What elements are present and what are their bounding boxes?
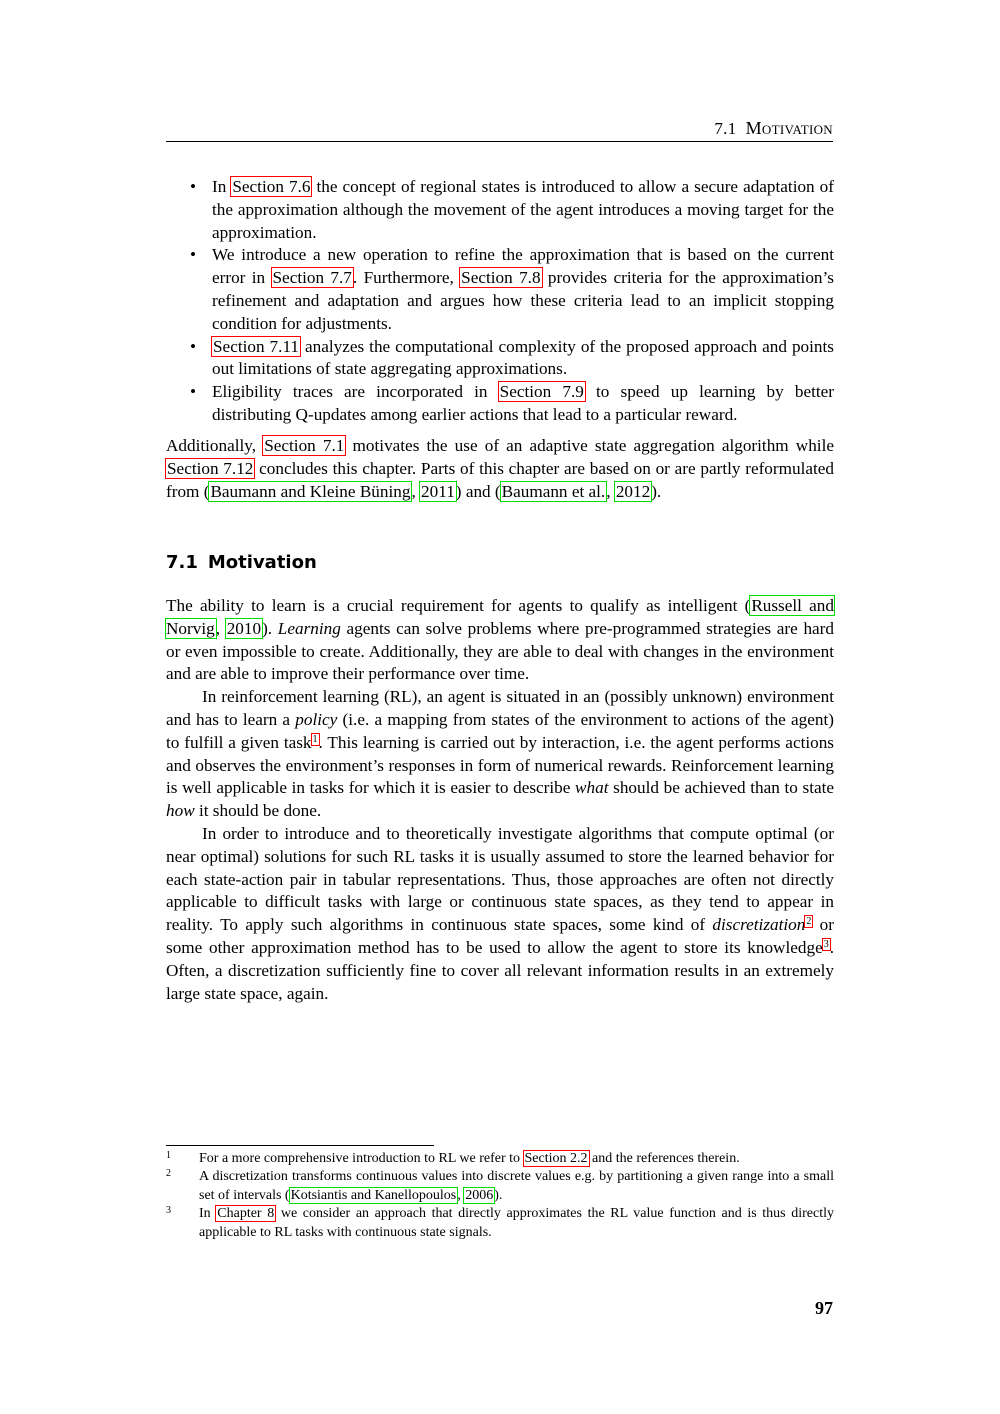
citation-link[interactable]: Baumann et al. [501, 481, 606, 501]
section-link[interactable]: Section 7.6 [232, 177, 311, 196]
text-run: Additionally, [166, 436, 264, 455]
text-run: In [199, 1206, 217, 1222]
emphasis: what [575, 778, 609, 798]
footnotes [166, 1150, 834, 1242]
citation-link[interactable]: Kotsiantis and Kanellopoulos [290, 1187, 457, 1203]
intro-paragraph [166, 435, 834, 503]
footnote-link[interactable]: 1 [312, 733, 318, 745]
running-header-title: Motivation [745, 118, 833, 138]
text-run: . This learning is carried out by interaction, i.e. the agent performs actions and observes the environment’s responses in form of numerical rewards. Reinforcement learning is well applicable in tasks for which it is easier to describe [166, 732, 834, 798]
text-run: concludes this chapter. Parts of this chapter are based on or are partly reformulated from ( [166, 458, 834, 501]
list-item-text: We introduce a new operation to refine the approximation that is based on the current error in [212, 245, 834, 288]
footnote [166, 1150, 834, 1168]
list-item-text: the concept of regional states is introduced to allow a secure adaptation of the approximation although the movement of the agent introduces a moving target for the approximation. [212, 177, 835, 242]
paragraph [166, 686, 834, 823]
list-item [166, 244, 834, 335]
running-header-number: 7.1 [714, 119, 737, 138]
citation-link[interactable]: 2011 [421, 481, 455, 501]
footnote-mark: 2 [166, 1168, 171, 1180]
emphasis: how [166, 801, 195, 821]
list-item [166, 176, 834, 244]
text-run: The ability to learn is a crucial requirement for agents to qualify as intelligent ( [166, 596, 751, 615]
text-run: agents can solve problems where pre-programmed strategies are hard or even impossible to create. Additionally, they are able to deal with changes in the environment and are able to improve their performance over time. [166, 618, 834, 684]
text-run: (i.e. a mapping from states of the environment to actions of the agent) to fulfill a given task [166, 709, 834, 752]
text-run: ). [494, 1187, 503, 1203]
list-item [166, 381, 834, 427]
chapter-link[interactable]: Chapter 8 [217, 1206, 275, 1222]
citation-link[interactable]: 2006 [465, 1187, 494, 1203]
text-run: For a more comprehensive introduction to RL we refer to [199, 1151, 524, 1166]
text-run: In reinforcement learning (RL), an agent is situated in an (possibly unknown) environment and has to learn a [166, 687, 834, 729]
footnote-link[interactable]: 3 [823, 938, 829, 950]
text-run: , [606, 481, 615, 501]
paragraph [166, 595, 834, 686]
emphasis: policy [295, 709, 338, 729]
citation-link[interactable]: Baumann and Kleine Büning [210, 481, 411, 501]
section-body [166, 595, 834, 1005]
citation-link[interactable]: 2012 [615, 481, 651, 501]
text-run: or some other approximation method has to be used to allow the agent to store its knowledge [166, 915, 834, 957]
list-item-text: to speed up learning by better distributing Q-updates among earlier actions that lead to a particular reward. [212, 382, 834, 424]
footnote [166, 1168, 834, 1205]
header-rule [166, 141, 833, 142]
footnote-mark: 3 [166, 1205, 171, 1217]
section-link[interactable]: Section 7.8 [461, 268, 541, 288]
emphasis: discretization [712, 915, 806, 935]
text-run: ). [262, 618, 278, 638]
text-run: should be achieved than to state [608, 778, 835, 798]
section-heading-number: 7.1 [166, 552, 198, 573]
text-run: and the references therein. [588, 1151, 740, 1166]
footnote-link[interactable]: 2 [806, 916, 812, 928]
text-run: it should be done. [194, 801, 322, 821]
list-item-text: In [212, 177, 232, 196]
footnote [166, 1205, 834, 1242]
section-heading-title: Motivation [207, 552, 317, 573]
list-item-text: provides criteria for the approximation’s refinement and adaptation and argues how these criteria lead to an implicit stopping condition for adjustments. [212, 268, 834, 333]
text-run: , [411, 481, 421, 501]
text-run: A discretization transforms continuous values into discrete values e.g. by partitioning a given range into a small set of intervals ( [199, 1169, 834, 1203]
list-item [166, 336, 834, 382]
section-link[interactable]: Section 2.2 [524, 1151, 588, 1166]
section-link[interactable]: Section 7.1 [264, 436, 345, 455]
list-item-text: . Furthermore, [352, 268, 461, 288]
section-link[interactable]: Section 7.7 [272, 268, 352, 288]
text-run: motivates the use of an adaptive state aggregation algorithm while [345, 436, 834, 455]
footnote-rule [166, 1145, 434, 1146]
list-item-text: Eligibility traces are incorporated in [212, 382, 499, 402]
page-number: 97 [815, 1298, 833, 1318]
text-run: we consider an approach that directly approximates the RL value function and is thus directly applicable to RL tasks with continuous state signals. [199, 1206, 834, 1240]
section-link[interactable]: Section 7.11 [213, 336, 299, 356]
text-run: ) and ( [455, 481, 501, 501]
text-run: , [457, 1187, 465, 1203]
text-run: ). [651, 481, 662, 501]
text-run: , [215, 618, 226, 638]
text-run: In order to introduce and to theoretically investigate algorithms that compute optimal (or near optimal) solutions for such RL tasks it is usually assumed to store the learned behavior for each state-action pair in tabular representations. Thus, those approaches are often not directly applicable to difficult tasks with large or continuous state spaces, as they tend to appear in reality. To apply such algorithms in continuous state spaces, some kind of [166, 823, 834, 935]
section-link[interactable]: Section 7.9 [499, 382, 584, 402]
footnote-mark: 1 [166, 1150, 171, 1161]
citation-link[interactable]: Russell and Norvig [166, 596, 834, 638]
running-header [714, 118, 833, 139]
section-link[interactable]: Section 7.12 [167, 458, 254, 478]
section-heading [166, 552, 317, 573]
emphasis: Learning [277, 618, 341, 638]
contributions-list [166, 176, 834, 427]
paragraph [166, 823, 834, 1005]
list-item-text: analyzes the computational complexity of the proposed approach and points out limitations of state aggregating approximations. [212, 336, 834, 379]
citation-link[interactable]: 2010 [226, 618, 262, 638]
text-run: . Often, a discretization sufficiently fine to cover all relevant information results in an extremely large state space, again. [166, 937, 834, 1003]
